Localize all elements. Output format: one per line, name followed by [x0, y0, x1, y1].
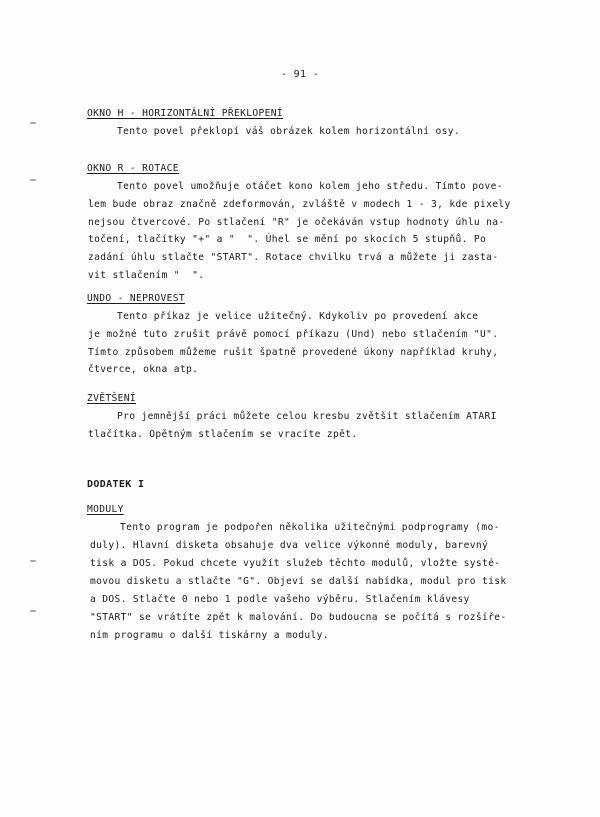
paragraph-line: movou disketu a stlačte "G". Objeví se další nabídka, modul pro tisk — [90, 576, 507, 587]
paragraph-line: ním programu o další tiskárny a moduly. — [90, 630, 329, 641]
paragraph-line: a DOS. Stlačte 0 nebo 1 podle vašeho výběru. Stlačením klávesy — [90, 594, 470, 605]
scan-mark — [30, 560, 36, 562]
section-heading-okno-h: OKNO H - HORIZONTÁLNÍ PŘEKLOPENÍ — [87, 108, 284, 119]
page-number: - 91 - — [280, 69, 320, 80]
scan-mark — [30, 610, 36, 612]
paragraph-line: vit stlačením " ". — [88, 270, 205, 281]
paragraph-line: zadání úhlu stlačte "START". Rotace chvilku trvá a můžete ji zasta- — [88, 252, 499, 263]
paragraph-line: je možné tuto zrušit právě pomocí příkazu (Und) nebo stlačením "U". — [88, 329, 499, 340]
section-heading-zvetseni: ZVĚTŠENÍ — [87, 393, 137, 404]
paragraph-line: "START" se vrátíte zpět k malování. Do budoucna se počítá s rozšíře- — [90, 612, 507, 623]
paragraph-line: Tento povel překlopí váš obrázek kolem horizontální osy. — [117, 126, 461, 137]
scan-mark — [30, 179, 36, 181]
paragraph-line: tisk a DOS. Pokud chcete využít služeb těchto modulů, vložte systé- — [90, 558, 501, 569]
paragraph-line: Tento příkaz je velice užitečný. Kdykoliv po provedení akce — [117, 311, 479, 322]
paragraph-line: Tento povel umožňuje otáčet kono kolem jeho středu. Tímto pove- — [117, 181, 503, 192]
paragraph-line: točení, tlačítky "+" a " ". Úhel se mění po skocích 5 stupňů. Po — [88, 234, 487, 245]
paragraph-line: duly). Hlavní disketa obsahuje dva velice výkonné moduly, barevný — [90, 540, 489, 551]
section-heading-okno-r: OKNO R - ROTACE — [87, 163, 179, 174]
paragraph-line: tlačítka. Opětným stlačením se vracíte zpět. — [88, 429, 358, 440]
section-heading-undo: UNDO - NEPROVEST — [87, 293, 186, 304]
paragraph-line: Pro jemnější práci můžete celou kresbu zvětšit stlačením ATARI — [117, 411, 497, 422]
paragraph-line: Tímto způsobem můžeme rušit špatně provedené úkony například kruhy, — [88, 347, 499, 358]
paragraph-line: Tento program je podpořen několika užitečnými podprogramy (mo- — [120, 522, 500, 533]
section-heading-moduly: MODULY — [87, 504, 124, 515]
scan-mark — [30, 122, 36, 124]
paragraph-line: lem bude obraz značně zdeformován, zvláště v modech 1 - 3, kde pixely — [88, 199, 511, 210]
appendix-heading: DODATEK I — [87, 479, 145, 490]
paragraph-line: nejsou čtvercové. Po stlačení "R" je očekáván vstup hodnoty úhlu na- — [88, 217, 505, 228]
paragraph-line: čtverce, okna atp. — [88, 364, 199, 375]
